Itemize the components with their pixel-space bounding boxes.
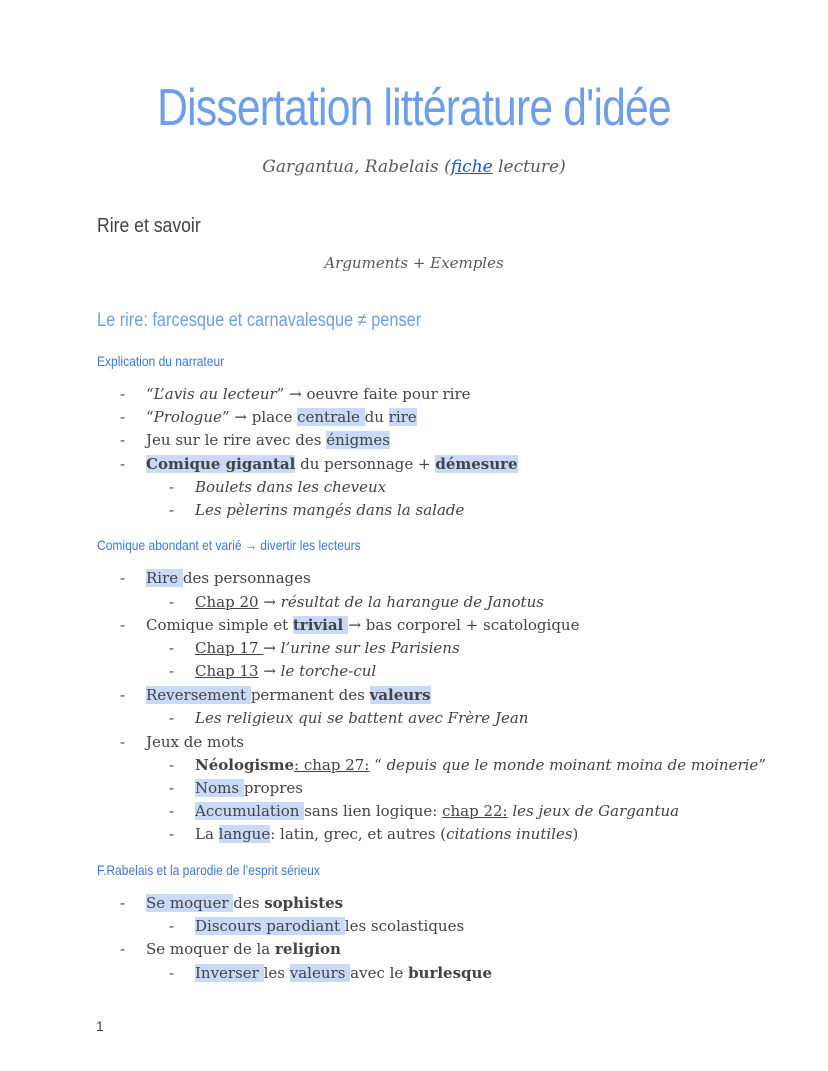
fiche-link[interactable]: fiche bbox=[450, 157, 493, 177]
subtitle-text-end: lecture) bbox=[492, 157, 566, 177]
arguments-note: Arguments + Exemples bbox=[324, 254, 504, 272]
page-number: 1 bbox=[96, 1018, 104, 1034]
document-title: Dissertation littérature d'idée bbox=[157, 79, 671, 137]
section-heading: Le rire: farcesque et carnavalesque ≠ penser bbox=[97, 310, 422, 331]
subheading-parodie: F.Rabelais et la parodie de l’esprit sérieux bbox=[97, 862, 320, 878]
document-subtitle bbox=[0, 157, 828, 177]
subheading-explication: Explication du narrateur bbox=[97, 353, 225, 369]
subtitle-text: Gargantua, Rabelais ( bbox=[262, 157, 451, 177]
heading-rire-et-savoir: Rire et savoir bbox=[97, 215, 201, 237]
subheading-comique: Comique abondant et varié → divertir les lecteurs bbox=[97, 537, 361, 553]
